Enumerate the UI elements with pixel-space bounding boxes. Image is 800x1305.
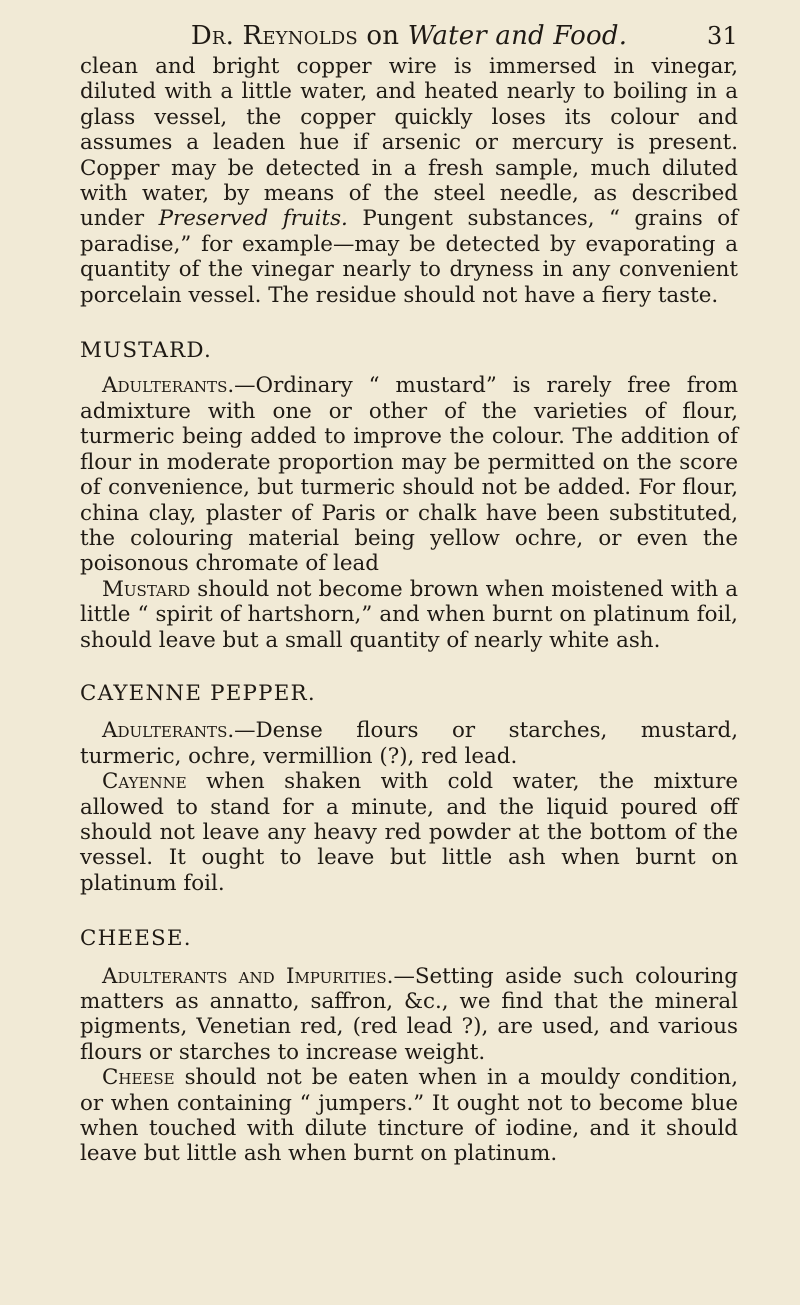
header-title: Water and Food.	[407, 21, 628, 51]
running-header	[80, 18, 738, 54]
intro-text-1: clean and bright copper wire is immersed in vinegar, diluted with a little water, and heated nearly to boiling in a glass vessel, the copper quickly loses its colour and assumes a leaden hue if arsenic or mercury is present. Copper may be detected in a fresh sample, much diluted with water, by means of the steel needle, as described under	[80, 54, 738, 232]
cheese-adulterants-lead: Adulterants and Impurities.	[102, 963, 394, 989]
cayenne-test-paragraph	[80, 769, 738, 896]
mustard-adulterants-paragraph	[80, 373, 738, 576]
header-connector: on	[357, 21, 408, 51]
cheese-test-lead: Cheese	[102, 1065, 175, 1091]
page-number: 31	[707, 22, 738, 50]
cayenne-adulterants-lead: Adulterants.	[102, 718, 235, 744]
cayenne-test-lead: Cayenne	[102, 769, 187, 795]
mustard-test-paragraph	[80, 577, 738, 653]
mustard-test-text: should not become brown when moistened with a little “ spirit of hartshorn,” and when burnt on platinum foil, should leave but a small quantity of nearly white ash.	[80, 576, 738, 653]
intro-paragraph	[80, 54, 738, 308]
cheese-adulterants-paragraph	[80, 964, 738, 1066]
cayenne-adulterants-paragraph	[80, 718, 738, 769]
cayenne-adulterants-text: —Dense flours or starches, mustard, turmeric, ochre, vermillion (?), red lead.	[80, 718, 738, 769]
intro-italic-reference: Preserved fruits.	[158, 206, 348, 232]
cheese-test-text: should not be eaten when in a mouldy condition, or when containing “ jumpers.” It ought not to become blue when touched with dilute tincture of iodine, and it should leave but little ash when burnt on platinum.	[80, 1065, 738, 1167]
cheese-heading: CHEESE.	[80, 926, 192, 952]
mustard-test-lead: Mustard	[102, 576, 191, 602]
page-body	[80, 54, 738, 1167]
mustard-adulterants-lead: Adulterants.	[102, 373, 235, 399]
cheese-adulterants-text: —Setting aside such colouring matters as annatto, saffron, &c., we find that the mineral pigments, Venetian red, (red lead ?), are used, and various flours or starches to increase weight.	[80, 963, 738, 1065]
cayenne-heading: CAYENNE PEPPER.	[80, 680, 316, 706]
mustard-heading: MUSTARD.	[80, 338, 213, 364]
cayenne-test-text: when shaken with cold water, the mixture allowed to stand for a minute, and the liquid poured off should not leave any heavy red powder at the bottom of the vessel. It ought to leave but little ash when burnt on platinum foil.	[80, 769, 738, 896]
cheese-test-paragraph	[80, 1065, 738, 1167]
intro-text-2: Pungent substances, “ grains of paradise,” for example—may be detected by evaporating a quantity of the vinegar nearly to dryness in any convenient porcelain vessel. The residue should not have a fiery taste.	[80, 206, 738, 308]
header-author: Dr. Reynolds	[190, 21, 358, 51]
mustard-adulterants-text: —Ordinary “ mustard” is rarely free from admixture with one or other of the varieties of flour, turmeric being added to improve the colour. The addition of flour in moderate proportion may be permitted on the score of convenience, but turmeric should not be added. For flour, china clay, plaster of Paris or chalk have been substituted, the colouring material being yellow ochre, or even the poisonous chromate of lead	[80, 373, 738, 577]
